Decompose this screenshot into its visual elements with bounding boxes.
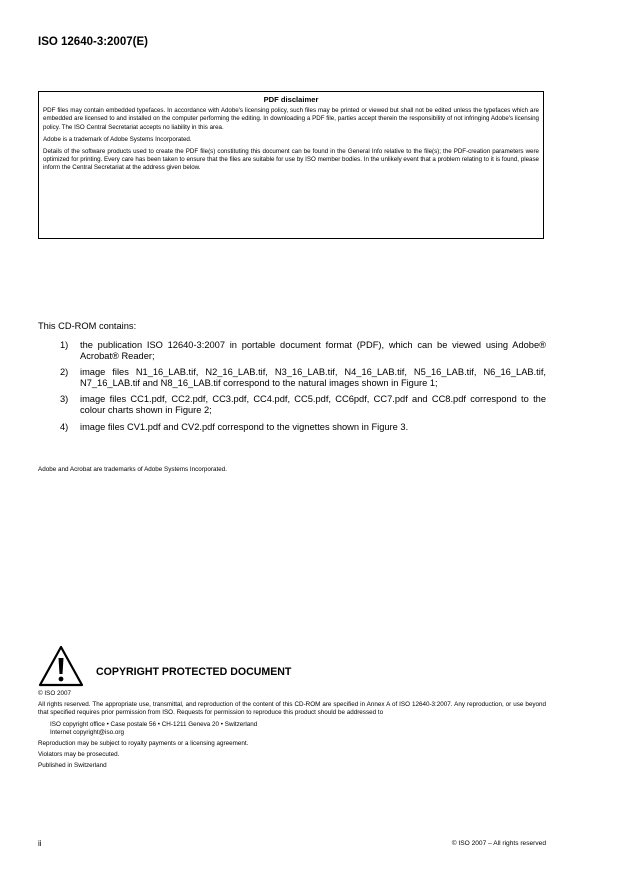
disclaimer-paragraph: PDF files may contain embedded typefaces. In accordance with Adobe's licensing policy, such files may be printed or viewed but shall not be edited unless the typefaces which are embedded are licensed to and installed on the computer performing the editing. In downloading a PDF file, parties accept therein the responsibility of not infringing Adobe's licensing policy. The ISO Central Secretariat accepts no liability in this area. — [43, 107, 539, 131]
cd-contents-list — [38, 340, 546, 438]
list-number: 2) — [60, 367, 69, 378]
list-item — [38, 422, 546, 433]
copyright-title: COPYRIGHT PROTECTED DOCUMENT — [96, 666, 292, 678]
published-note: Published in Switzerland — [38, 762, 107, 770]
list-text: the publication ISO 12640-3:2007 in portable document format (PDF), which can be viewed using Adobe® Acrobat® Reader; — [80, 340, 546, 361]
page-number: ii — [38, 839, 42, 848]
list-text: image files CC1.pdf, CC2.pdf, CC3.pdf, CC4.pdf, CC5.pdf, CC6pdf, CC7.pdf and CC8.pdf correspond to the colour charts shown in Figure 2; — [80, 394, 546, 415]
list-number: 1) — [60, 340, 69, 350]
list-number: 4) — [60, 421, 69, 432]
disclaimer-paragraph: Details of the software products used to create the PDF file(s) constituting this document can be found in the General Info relative to the file(s); the PDF-creation parameters were optimized for printing. Every care has been taken to ensure that the files are suitable for use by ISO member bodies. In the unlikely event that a problem relating to it is found, please inform the Central Secretariat at the address given below. — [43, 147, 539, 172]
cd-contents-intro: This CD-ROM contains: — [38, 321, 137, 331]
list-item — [38, 367, 546, 388]
internet-line: Internet copyright@iso.org — [50, 728, 124, 736]
address-line: ISO copyright office • Case postale 56 • CH-1211 Geneva 20 • Switzerland — [50, 720, 258, 728]
list-text: image files N1_16_LAB.tif, N2_16_LAB.tif, N3_16_LAB.tif, N4_16_LAB.tif, N5_16_LAB.tif, N6_16_LAB.tif, N7_16_LAB.tif and N8_16_LAB.tif correspond to the natural images shown in Figure 1; — [80, 367, 546, 388]
document-id: ISO 12640-3:2007(E) — [38, 36, 148, 48]
copyright-notice — [38, 690, 546, 774]
disclaimer-title: PDF disclaimer — [263, 95, 319, 104]
copyright-year: © ISO 2007 — [38, 690, 71, 697]
trademark-note: Adobe and Acrobat are trademarks of Adobe Systems Incorporated. — [38, 466, 228, 473]
list-item — [38, 394, 546, 415]
copyright-office-address — [38, 721, 546, 737]
footer-rights: © ISO 2007 – All rights reserved — [451, 840, 546, 847]
list-text: image files CV1.pdf and CV2.pdf correspond to the vignettes shown in Figure 3. — [80, 421, 409, 432]
pdf-disclaimer-box — [38, 91, 544, 239]
list-item — [38, 340, 546, 361]
warning-triangle-icon — [38, 645, 84, 687]
violators-note: Violators may be prosecuted. — [38, 751, 120, 759]
copyright-rights: All rights reserved. The appropriate use, transmittal, and reproduction of the content of this CD-ROM are specified in Annex A of ISO 12640-3:2007. Any reproduction, or use beyond that specified requires prior permission from ISO. Requests for permission to reproduce this product should be addressed to — [38, 701, 546, 717]
disclaimer-paragraph: Adobe is a trademark of Adobe Systems Incorporated. — [43, 135, 192, 143]
royalty-note: Reproduction may be subject to royalty payments or a licensing agreement. — [38, 740, 249, 748]
list-number: 3) — [60, 394, 69, 405]
